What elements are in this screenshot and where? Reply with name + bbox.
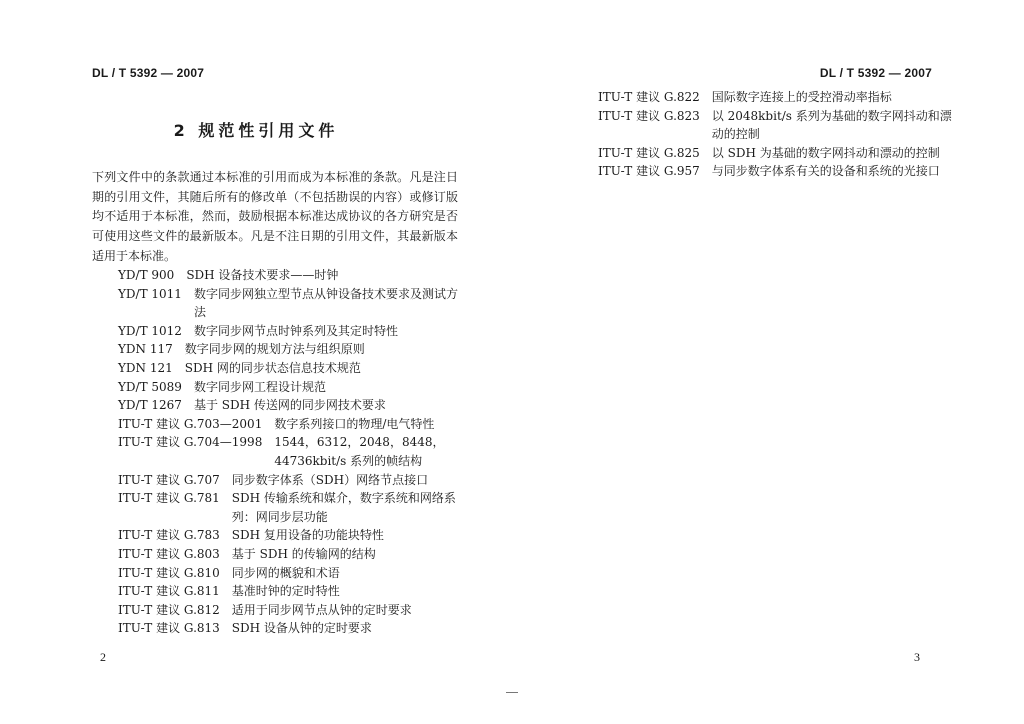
- reference-title: 以 SDH 为基础的数字网抖动和漂动的控制: [711, 145, 940, 160]
- reference-code: ITU-T 建议 G.783: [118, 528, 220, 543]
- reference-item: [118, 415, 468, 434]
- reference-title: 与同步数字体系有关的设备和系统的光接口: [711, 164, 940, 179]
- reference-title: 适用于同步网节点从钟的定时要求: [231, 602, 412, 617]
- reference-code: YD/T 1011: [118, 286, 182, 301]
- reference-code: YDN 121: [118, 360, 173, 375]
- reference-code: YDN 117: [118, 342, 173, 357]
- reference-code: ITU-T 建议 G.812: [118, 602, 220, 617]
- reference-title: 数字同步网节点时钟系列及其定时特性: [193, 323, 398, 338]
- reference-code: ITU-T 建议 G.810: [118, 565, 220, 580]
- reference-item: [118, 564, 468, 583]
- reference-code: YD/T 1267: [118, 398, 182, 413]
- right-page: [512, 0, 1024, 724]
- reference-code: ITU-T 建议 G.811: [118, 584, 220, 599]
- reference-item: [118, 359, 468, 378]
- reference-item: [118, 266, 468, 285]
- section-title: 2 规范性引用文件: [173, 121, 339, 140]
- reference-title: 国际数字连接上的受控滑动率指标: [711, 90, 892, 104]
- page-number: 3: [914, 650, 920, 664]
- reference-item: [118, 471, 468, 490]
- page-number: 2: [100, 650, 106, 664]
- reference-list: [598, 88, 958, 181]
- reference-item: [598, 107, 958, 144]
- reference-item: [598, 162, 958, 181]
- reference-code: ITU-T 建议 G.813: [118, 621, 220, 636]
- reference-item: [118, 489, 468, 526]
- reference-list: [118, 266, 468, 638]
- reference-code: ITU-T 建议 G.707: [118, 472, 220, 487]
- reference-title: 以 2048kbit/s 系列为基础的数字网抖动和漂动的控制: [711, 108, 952, 142]
- reference-title: 基于 SDH 传送网的同步网技术要求: [193, 398, 386, 413]
- reference-title: 基于 SDH 的传输网的结构: [231, 546, 376, 561]
- reference-title: 同步数字体系（SDH）网络节点接口: [231, 472, 429, 487]
- reference-item: [118, 601, 468, 620]
- reference-item: [118, 396, 468, 415]
- reference-code: ITU-T 建议 G.703—2001: [118, 416, 263, 431]
- reference-title: 数字系列接口的物理/电气特性: [274, 416, 435, 431]
- reference-title: SDH 设备技术要求——时钟: [186, 268, 339, 282]
- reference-item: [118, 433, 468, 470]
- document-code-header: DL / T 5392 — 2007: [819, 66, 932, 80]
- reference-item: [598, 88, 958, 107]
- reference-code: YD/T 900: [118, 268, 175, 282]
- reference-code: ITU-T 建议 G.704—1998: [118, 435, 263, 450]
- reference-item: [118, 526, 468, 545]
- reference-code: YD/T 1012: [118, 323, 182, 338]
- reference-title: 基准时钟的定时特性: [231, 584, 340, 599]
- reference-code: YD/T 5089: [118, 379, 182, 394]
- reference-title: SDH 传输系统和媒介，数字系统和网络系列：网同步层功能: [231, 491, 456, 524]
- reference-title: SDH 设备从钟的定时要求: [231, 621, 372, 636]
- reference-item: [118, 322, 468, 341]
- gutter-mark: [506, 692, 518, 693]
- reference-title: 数字同步网工程设计规范: [193, 379, 326, 394]
- reference-title: SDH 复用设备的功能块特性: [231, 528, 384, 543]
- intro-paragraph: 下列文件中的条款通过本标准的引用而成为本标准的条款。凡是注日期的引用文件，其随后所有的修改单（不包括勘误的内容）或修订版均不适用于本标准，然而，鼓励根据本标准达成协议的各方研究是否可使用这些文件的最新版本。凡是不注日期的引用文件，其最新版本适用于本标准。: [92, 170, 458, 263]
- reference-item: [598, 144, 958, 163]
- reference-item: [118, 340, 468, 359]
- reference-title: 同步网的概貌和术语: [231, 565, 340, 580]
- document-code-header: DL / T 5392 — 2007: [92, 66, 205, 80]
- reference-code: ITU-T 建议 G.957: [598, 164, 700, 179]
- reference-item: [118, 285, 468, 322]
- reference-item: [118, 545, 468, 564]
- reference-item: [118, 619, 468, 638]
- reference-code: ITU-T 建议 G.825: [598, 145, 700, 160]
- reference-title: SDH 网的同步状态信息技术规范: [184, 360, 361, 375]
- reference-code: ITU-T 建议 G.781: [118, 491, 220, 506]
- reference-code: ITU-T 建议 G.823: [598, 108, 700, 123]
- reference-title: 数字同步网的规划方法与组织原则: [184, 342, 365, 357]
- reference-item: [118, 378, 468, 397]
- reference-title: 数字同步网独立型节点从钟设备技术要求及测试方法: [193, 286, 458, 320]
- reference-title: 1544，6312，2048，8448，44736kbit/s 系列的帧结构: [274, 435, 445, 468]
- reference-code: ITU-T 建议 G.822: [598, 90, 700, 104]
- reference-code: ITU-T 建议 G.803: [118, 546, 220, 561]
- reference-item: [118, 582, 468, 601]
